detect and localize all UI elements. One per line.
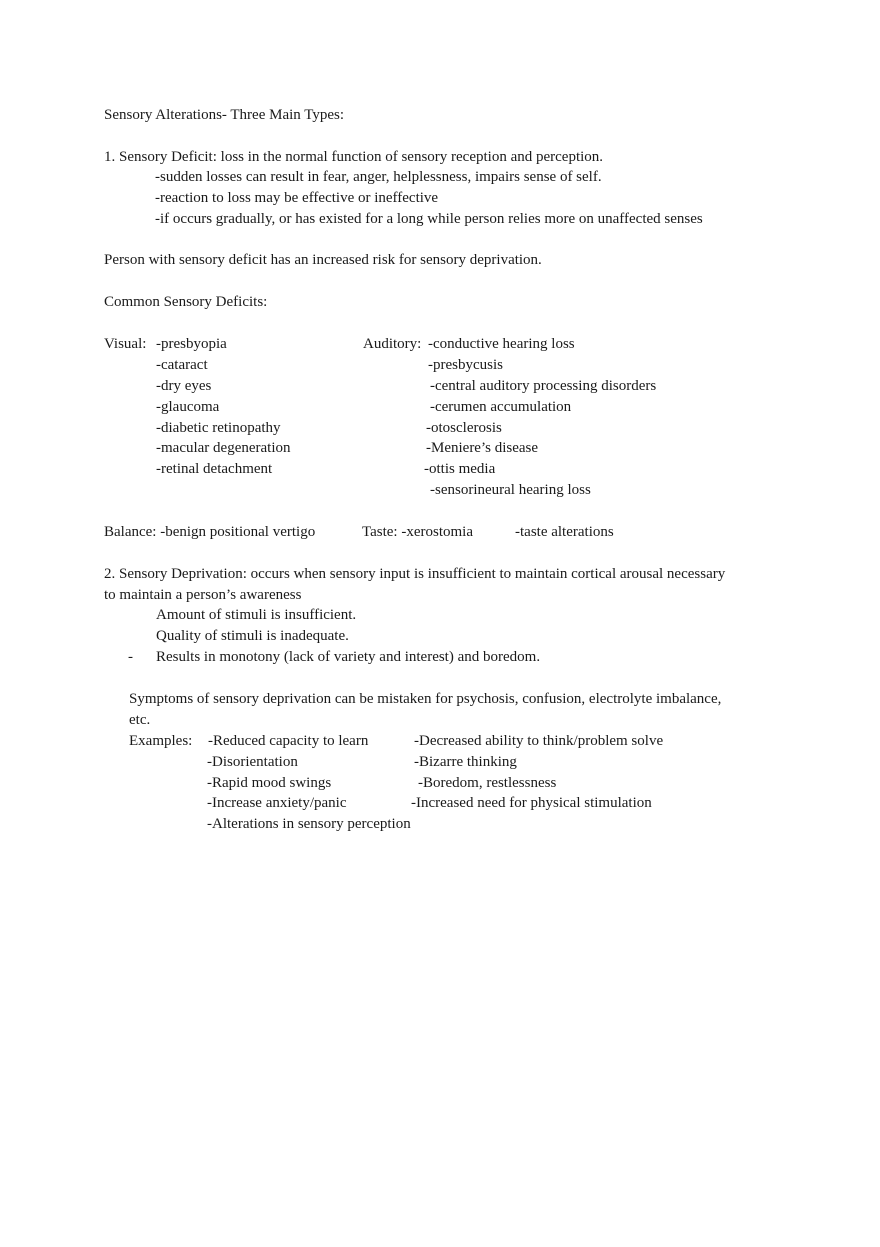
examples-label: Examples:: [129, 733, 193, 749]
auditory-item: -cerumen accumulation: [430, 399, 572, 415]
common-deficits-heading: Common Sensory Deficits:: [104, 294, 268, 310]
symptoms-text: Symptoms of sensory deprivation can be mistaken for psychosis, confusion, electrolyte imbalance,: [129, 691, 722, 707]
example-item: -Increase anxiety/panic: [207, 795, 347, 811]
deficit-point: -if occurs gradually, or has existed for a long while person relies more on unaffected senses: [155, 211, 703, 227]
example-item: -Reduced capacity to learn: [208, 733, 369, 749]
visual-item: -dry eyes: [156, 378, 212, 394]
example-item: -Boredom, restlessness: [418, 775, 557, 791]
balance-line: Balance: -benign positional vertigo: [104, 524, 316, 540]
bullet-dash: -: [128, 649, 133, 665]
symptoms-text-cont: etc.: [129, 712, 151, 728]
visual-item: -glaucoma: [156, 399, 220, 415]
deprivation-point: Results in monotony (lack of variety and interest) and boredom.: [156, 649, 541, 665]
deprivation-heading: 2. Sensory Deprivation: occurs when sensory input is insufficient to maintain cortical arousal necessary: [104, 566, 726, 582]
deficit-heading: 1. Sensory Deficit: loss in the normal function of sensory reception and perception.: [104, 149, 604, 165]
deprivation-point: Quality of stimuli is inadequate.: [156, 628, 349, 644]
example-item: -Increased need for physical stimulation: [411, 795, 652, 811]
example-item: -Bizarre thinking: [414, 754, 517, 770]
auditory-item: -conductive hearing loss: [428, 336, 575, 352]
visual-item: -cataract: [156, 357, 208, 373]
auditory-item: -otosclerosis: [426, 420, 502, 436]
deprivation-point: Amount of stimuli is insufficient.: [156, 607, 357, 623]
visual-item: -retinal detachment: [156, 461, 273, 477]
visual-item: -diabetic retinopathy: [156, 420, 281, 436]
example-item: -Decreased ability to think/problem solve: [414, 733, 664, 749]
example-item: -Disorientation: [207, 754, 298, 770]
auditory-item: -sensorineural hearing loss: [430, 482, 591, 498]
visual-item: -macular degeneration: [156, 440, 291, 456]
deprivation-heading-cont: to maintain a person’s awareness: [104, 587, 302, 603]
auditory-label: Auditory:: [363, 336, 422, 352]
auditory-item: -ottis media: [424, 461, 496, 477]
example-item: -Alterations in sensory perception: [207, 816, 411, 832]
deficit-point: -reaction to loss may be effective or ineffective: [155, 190, 439, 206]
taste-item: -taste alterations: [515, 524, 614, 540]
visual-item: -presbyopia: [156, 336, 227, 352]
page-title: Sensory Alterations- Three Main Types:: [104, 107, 345, 123]
auditory-item: -central auditory processing disorders: [430, 378, 657, 394]
deficit-point: -sudden losses can result in fear, anger, helplessness, impairs sense of self.: [155, 169, 602, 185]
auditory-item: -Meniere’s disease: [426, 440, 539, 456]
auditory-item: -presbycusis: [428, 357, 503, 373]
example-item: -Rapid mood swings: [207, 775, 332, 791]
risk-note: Person with sensory deficit has an increased risk for sensory deprivation.: [104, 252, 542, 268]
visual-label: Visual:: [104, 336, 147, 352]
taste-line: Taste: -xerostomia: [362, 524, 473, 540]
